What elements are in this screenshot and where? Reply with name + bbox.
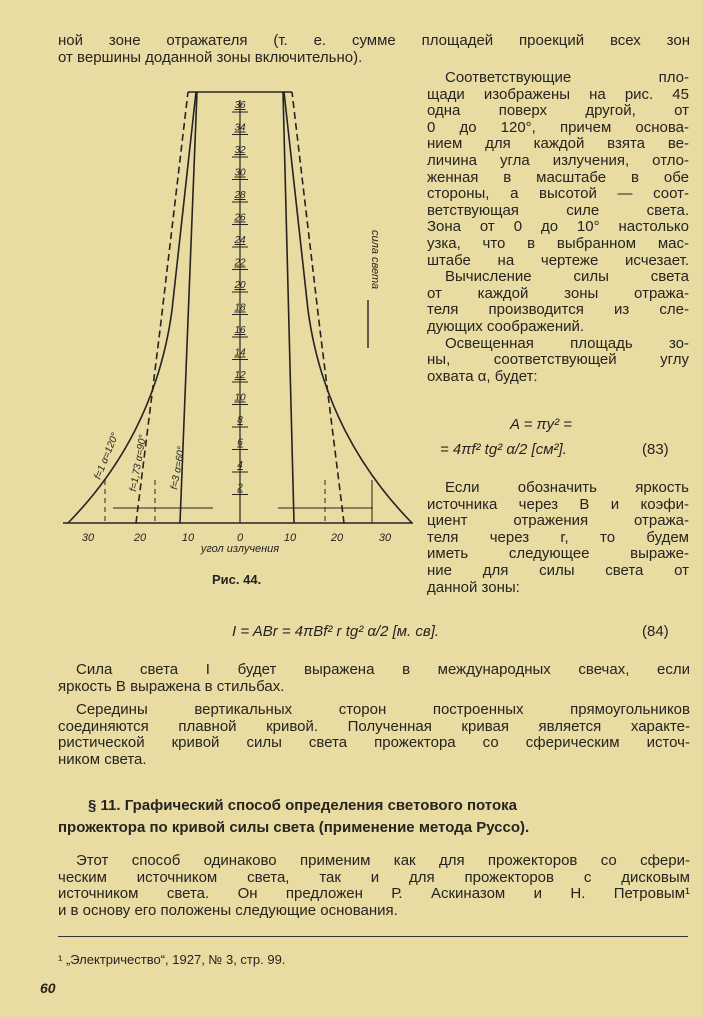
- text-line: дующих соображений.: [427, 317, 585, 335]
- equation-84-number: (84): [642, 623, 669, 640]
- equation-83-line1: A = πy² =: [510, 416, 573, 433]
- text-line: теля производится из сле-: [427, 301, 689, 319]
- text-line: Сила света I будет выражена в международных свечах, если: [76, 661, 690, 678]
- text-line: источником света. Он предложен Р. Аскиназом и Н. Петровым¹: [58, 885, 690, 903]
- paragraph-1: [58, 662, 690, 695]
- text-line: Если обозначить яркость: [445, 479, 689, 496]
- y-tick-label: 6: [237, 437, 243, 449]
- x-tick-label: 0: [236, 532, 244, 544]
- right-column-text-2: [427, 480, 689, 596]
- text-line: щади изображены на рис. 45: [427, 85, 689, 103]
- y-axis-label: сила света: [369, 230, 381, 290]
- text-line: одна поверх другой, от: [427, 102, 689, 120]
- text-line: ветствующая силе света.: [427, 201, 689, 219]
- y-tick-label: 8: [237, 415, 243, 426]
- text-line: ником света.: [58, 750, 147, 768]
- x-tick-label: 10: [181, 532, 195, 544]
- text-line: Освещенная площадь зо-: [445, 334, 689, 352]
- text-line: ристической кривой силы света прожектора со сферическим источ-: [58, 734, 690, 752]
- curve-label-f3: f=3 α=60°: [169, 445, 188, 491]
- y-tick-label: 24: [234, 235, 246, 246]
- text-line: женная в масштабе в обе: [427, 168, 689, 186]
- y-tick-label: 2: [237, 482, 243, 494]
- right-column-text: [427, 70, 689, 385]
- text-line: нием для каждой взята ве-: [427, 135, 689, 153]
- y-tick-label: 34: [234, 122, 246, 134]
- equation-83-line2: = 4πf² tg² α/2 [см²].: [440, 441, 567, 458]
- curve-f3-right: [283, 92, 294, 523]
- paragraph-2: [58, 702, 690, 768]
- text-line: ной зоне отражателя (т. е. сумме площадей проекций всех зон: [58, 32, 690, 49]
- figure-caption: Рис. 44.: [212, 572, 262, 587]
- y-tick-label: 32: [234, 145, 246, 156]
- text-line: от вершины доданной зоны включительно).: [58, 48, 363, 66]
- equation-83-number: (83): [642, 441, 669, 458]
- x-tick-label: 20: [330, 532, 344, 544]
- x-tick-label: 20: [133, 532, 147, 544]
- x-tick-label: 30: [81, 532, 95, 544]
- text-line: источника через B и коэфи-: [427, 495, 689, 513]
- figure-44: [55, 80, 415, 560]
- x-tick-label: 30: [378, 532, 392, 544]
- text-line: данной зоны:: [427, 578, 520, 596]
- y-tick-label: 36: [234, 100, 246, 111]
- y-tick-label: 30: [234, 167, 246, 179]
- paragraph-3: [58, 853, 690, 919]
- footnote: ¹ „Электричество“, 1927, № 3, стр. 99.: [58, 952, 286, 967]
- text-line: ны, соответствующей углу: [427, 351, 689, 369]
- text-line: иметь следующее выраже-: [427, 545, 689, 563]
- section-heading-line1: § 11. Графический способ определения светового потока: [88, 797, 517, 814]
- text-line: и в основу его положены следующие основания.: [58, 901, 398, 919]
- y-tick-label: 16: [234, 325, 246, 336]
- text-line: стороны, а высотой — соот-: [427, 185, 689, 203]
- text-line: личина угла излучения, отло-: [427, 151, 689, 169]
- text-line: ческим источником света, так и для прожекторов с дисковым: [58, 868, 690, 886]
- text-line: узка, что в выбранном мас-: [427, 234, 689, 252]
- y-tick-label: 22: [234, 257, 246, 269]
- equation-84: I = ABr = 4πBf² r tg² α/2 [м. св].: [232, 623, 440, 640]
- y-tick-label: 28: [234, 190, 246, 201]
- curve-label-f173: f=1,73 α=90°: [128, 433, 149, 493]
- text-line: 0 до 120°, причем основа-: [427, 118, 689, 136]
- text-line: теля через r, то будем: [427, 528, 689, 546]
- text-line: яркость B выражена в стильбах.: [58, 677, 285, 695]
- y-tick-label: 10: [234, 392, 246, 404]
- text-line: циент отражения отража-: [427, 512, 689, 530]
- text-line: охвата α, будет:: [427, 367, 538, 385]
- y-tick-label: 12: [234, 370, 246, 381]
- text-line: Соответствующие пло-: [445, 69, 689, 86]
- section-heading-line2: прожектора по кривой силы света (применение метода Руссо).: [58, 819, 530, 836]
- text-line: ние для силы света от: [427, 561, 689, 579]
- curve-f173-right: [292, 92, 344, 523]
- text-line: Зона от 0 до 10° настолько: [427, 218, 689, 236]
- text-line: Середины вертикальных сторон построенных прямоугольников: [76, 701, 690, 718]
- y-tick-label: 20: [234, 280, 246, 291]
- text-line: штабе на чертеже исчезает.: [427, 251, 689, 269]
- y-tick-label: 26: [234, 212, 246, 224]
- text-line: Вычисление силы света: [445, 268, 689, 286]
- y-tick-label: 4: [237, 460, 243, 471]
- y-tick-label: 18: [234, 302, 246, 314]
- footnote-rule: [58, 936, 688, 937]
- x-axis-label: угол излучения: [200, 543, 280, 555]
- x-tick-label: 10: [283, 532, 297, 544]
- text-line: Этот способ одинаково применим как для прожекторов со сфери-: [76, 852, 690, 869]
- curve-f1-right: [284, 92, 412, 523]
- page-number: 60: [40, 980, 56, 996]
- y-tick-label: 14: [234, 347, 246, 359]
- top-text: [58, 33, 690, 66]
- text-line: от каждой зоны отража-: [427, 284, 689, 302]
- text-line: соединяются плавной кривой. Полученная кривая является характе-: [58, 717, 690, 735]
- curve-label-f1: f=1 α=120°: [92, 431, 122, 482]
